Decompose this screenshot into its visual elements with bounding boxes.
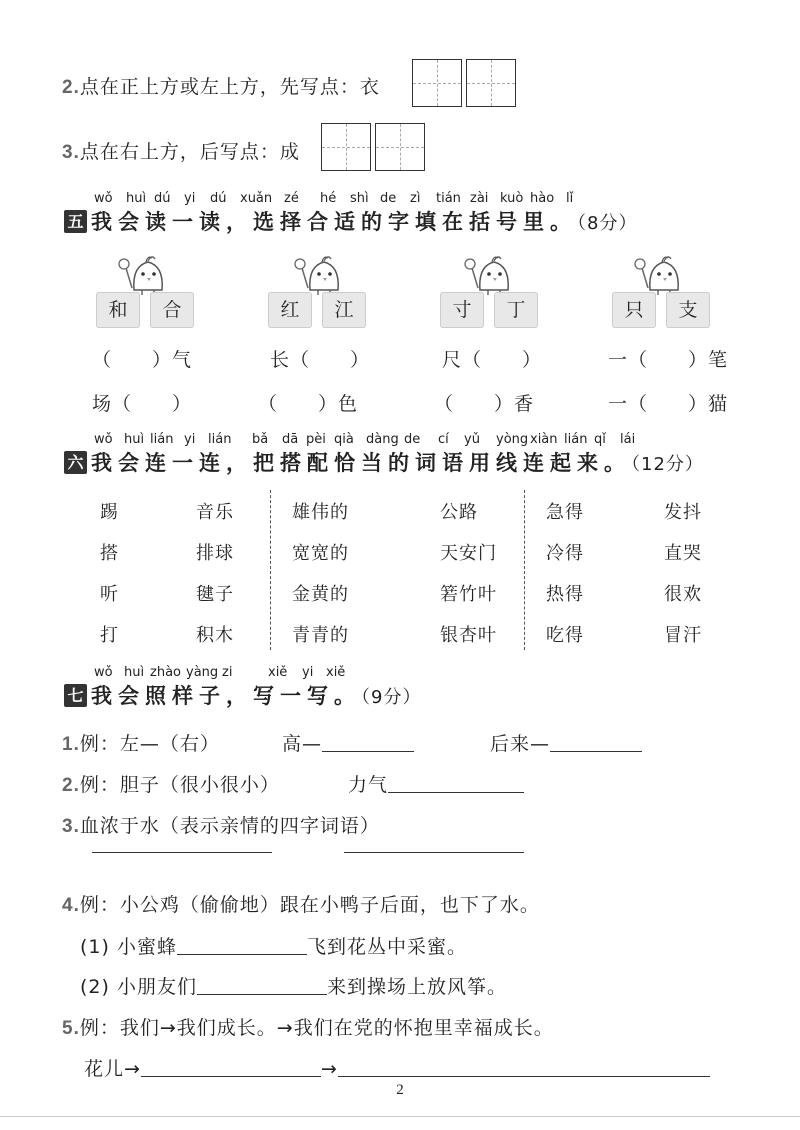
section6-title: 我会连一连，把搭配恰当的词语用线连起来。	[91, 451, 631, 475]
pinyin-syllable: yòng	[496, 432, 529, 447]
q5-example: 5.例：我们→我们成长。→我们在党的怀抱里幸福成长。	[62, 1017, 554, 1039]
pinyin-syllable: dú	[210, 191, 227, 206]
s5-r1-c3[interactable]: 尺（ ）	[442, 349, 543, 371]
section5-badge: 五	[64, 210, 87, 233]
pinyin-syllable: zhào	[150, 665, 181, 680]
pinyin-syllable: qià	[334, 432, 354, 447]
pinyin-syllable: yi	[184, 191, 196, 206]
pinyin-syllable: zì	[410, 191, 421, 206]
match-word[interactable]: 打	[100, 625, 119, 646]
q4-example: 4.例：小公鸡（偷偷地）跟在小鸭子后面，也下了水。	[62, 894, 540, 916]
q3-blank-1[interactable]	[92, 852, 272, 853]
q1-b: 后来—	[490, 729, 642, 756]
pinyin-syllable: bǎ	[252, 432, 269, 447]
q2-a: 力气	[348, 770, 524, 797]
pinyin-syllable: pèi	[306, 432, 326, 447]
match-word[interactable]: 公路	[440, 502, 478, 523]
section6-header	[64, 447, 704, 477]
s5-r2-c4[interactable]: 一（ ）猫	[608, 393, 729, 415]
match-word[interactable]: 青青的	[292, 625, 349, 646]
q1-b-blank[interactable]	[550, 732, 642, 752]
char-tile[interactable]: 丁	[494, 292, 538, 328]
footer-divider	[0, 1116, 800, 1117]
q2-example: 2.例：胆子（很小很小）	[62, 774, 280, 796]
match-word[interactable]: 很欢	[664, 584, 702, 605]
pinyin-syllable: yàng	[186, 665, 219, 680]
chick-icon	[458, 250, 518, 298]
pinyin-syllable: xuǎn	[240, 191, 273, 206]
pinyin-syllable: lái	[620, 432, 636, 447]
char-tile[interactable]: 江	[322, 292, 366, 328]
pinyin-syllable: wǒ	[94, 432, 113, 447]
s5-r2-c1[interactable]: 场（ ）	[92, 393, 193, 415]
section5-header	[64, 206, 637, 236]
q5-blank-2[interactable]	[338, 1057, 710, 1077]
column-divider	[524, 490, 525, 650]
chick-icon	[288, 250, 348, 298]
match-word[interactable]: 金黄的	[292, 584, 349, 605]
section5-points: （8分）	[577, 213, 638, 234]
match-word[interactable]: 冷得	[546, 543, 584, 564]
section7-badge: 七	[64, 684, 87, 707]
pinyin-syllable: de	[404, 432, 421, 447]
pinyin-syllable: qǐ	[594, 432, 606, 447]
pinyin-syllable: hào	[530, 191, 555, 206]
pinyin-syllable: zi	[222, 665, 233, 680]
char-tile[interactable]: 只	[612, 292, 656, 328]
pinyin-syllable: yǔ	[464, 432, 480, 447]
match-word[interactable]: 宽宽的	[292, 543, 349, 564]
section6-pinyin	[0, 432, 800, 448]
pinyin-syllable: xiě	[326, 665, 346, 680]
match-word[interactable]: 音乐	[196, 502, 234, 523]
pinyin-syllable: tián	[436, 191, 461, 206]
pinyin-syllable: wǒ	[94, 191, 113, 206]
section7-header	[64, 680, 421, 710]
match-word[interactable]: 毽子	[196, 584, 234, 605]
s5-r1-c4[interactable]: 一（ ）笔	[608, 349, 729, 371]
q4-s2: (2) 小朋友们 来到操场上放风筝。	[80, 976, 507, 998]
writing-box[interactable]	[375, 123, 425, 171]
pinyin-syllable: kuò	[500, 191, 524, 206]
pinyin-syllable: zé	[284, 191, 299, 206]
pinyin-syllable: xiě	[268, 665, 288, 680]
pinyin-syllable: huì	[126, 191, 147, 206]
chick-icon	[112, 250, 172, 298]
s5-r1-c1[interactable]: （ ）气	[92, 349, 193, 371]
char-tile[interactable]: 和	[96, 292, 140, 328]
section7-pinyin	[0, 665, 800, 681]
pinyin-syllable: dú	[154, 191, 171, 206]
section7-title: 我会照样子，写一写。	[91, 684, 361, 708]
s5-r2-c2[interactable]: （ ）色	[258, 393, 359, 415]
writing-box[interactable]	[466, 59, 516, 107]
writing-boxes-3	[321, 123, 425, 171]
writing-box[interactable]	[412, 59, 462, 107]
s5-r2-c3[interactable]: （ ）香	[434, 393, 535, 415]
q2-a-blank[interactable]	[388, 773, 524, 793]
char-tile[interactable]: 寸	[440, 292, 484, 328]
match-word[interactable]: 排球	[196, 543, 234, 564]
writing-boxes-2	[412, 59, 516, 107]
pinyin-syllable: hé	[320, 191, 337, 206]
pinyin-syllable: huì	[124, 665, 145, 680]
pinyin-syllable: lián	[150, 432, 174, 447]
match-word[interactable]: 箬竹叶	[440, 584, 497, 605]
q3-text: 3.血浓于水（表示亲情的四字词语）	[62, 815, 380, 837]
match-word[interactable]: 听	[100, 584, 119, 605]
section5-title: 我会读一读，选择合适的字填在括号里。	[91, 210, 577, 234]
s5-r1-c2[interactable]: 长（ ）	[270, 349, 371, 371]
q3-blank-2[interactable]	[344, 852, 524, 853]
match-word[interactable]: 雄伟的	[292, 502, 349, 523]
q1-example: 1.例：左—（右）	[62, 733, 220, 755]
match-word[interactable]: 吃得	[546, 625, 584, 646]
pinyin-syllable: xiàn	[530, 432, 558, 447]
pinyin-syllable: yi	[184, 432, 196, 447]
q4-s2-blank[interactable]	[197, 975, 327, 995]
match-word[interactable]: 急得	[546, 502, 584, 523]
stroke-rule-2: 2.点在正上方或左上方，先写点：衣	[62, 76, 380, 98]
chick-icon	[628, 250, 688, 298]
match-word[interactable]: 积木	[196, 625, 234, 646]
match-word[interactable]: 银杏叶	[440, 625, 497, 646]
q4-s1: (1) 小蜜蜂 飞到花丛中采蜜。	[80, 936, 467, 958]
pinyin-syllable: wǒ	[94, 665, 113, 680]
stroke-rule-3: 3.点在右上方，后写点：成	[62, 141, 300, 163]
pinyin-syllable: dàng	[366, 432, 399, 447]
q4-s1-blank[interactable]	[177, 935, 307, 955]
match-word[interactable]: 天安门	[440, 543, 497, 564]
match-word[interactable]: 搭	[100, 543, 119, 564]
char-tile[interactable]: 支	[666, 292, 710, 328]
section6-badge: 六	[64, 451, 87, 474]
match-word[interactable]: 发抖	[664, 502, 702, 523]
match-word[interactable]: 冒汗	[664, 625, 702, 646]
q5-blank-1[interactable]	[141, 1057, 321, 1077]
section7-points: （9分）	[361, 687, 422, 708]
pinyin-syllable: yi	[302, 665, 314, 680]
pinyin-syllable: shì	[350, 191, 369, 206]
section6-points: （12分）	[631, 454, 704, 475]
pinyin-syllable: cí	[438, 432, 449, 447]
match-word[interactable]: 直哭	[664, 543, 702, 564]
writing-box[interactable]	[321, 123, 371, 171]
pinyin-syllable: lǐ	[566, 191, 574, 206]
pinyin-syllable: huì	[124, 432, 145, 447]
pinyin-syllable: zài	[470, 191, 489, 206]
q1-a: 高—	[282, 729, 414, 756]
pinyin-syllable: dā	[282, 432, 299, 447]
match-word[interactable]: 热得	[546, 584, 584, 605]
char-tile[interactable]: 合	[150, 292, 194, 328]
column-divider	[270, 490, 271, 650]
char-tile[interactable]: 红	[268, 292, 312, 328]
match-word[interactable]: 踢	[100, 502, 119, 523]
pinyin-syllable: de	[380, 191, 397, 206]
q5-answer: 花儿→ →	[84, 1054, 710, 1081]
page-number: 2	[396, 1082, 404, 1098]
pinyin-syllable: lián	[564, 432, 588, 447]
q1-a-blank[interactable]	[322, 732, 414, 752]
pinyin-syllable: lián	[208, 432, 232, 447]
section5-pinyin	[0, 191, 800, 207]
